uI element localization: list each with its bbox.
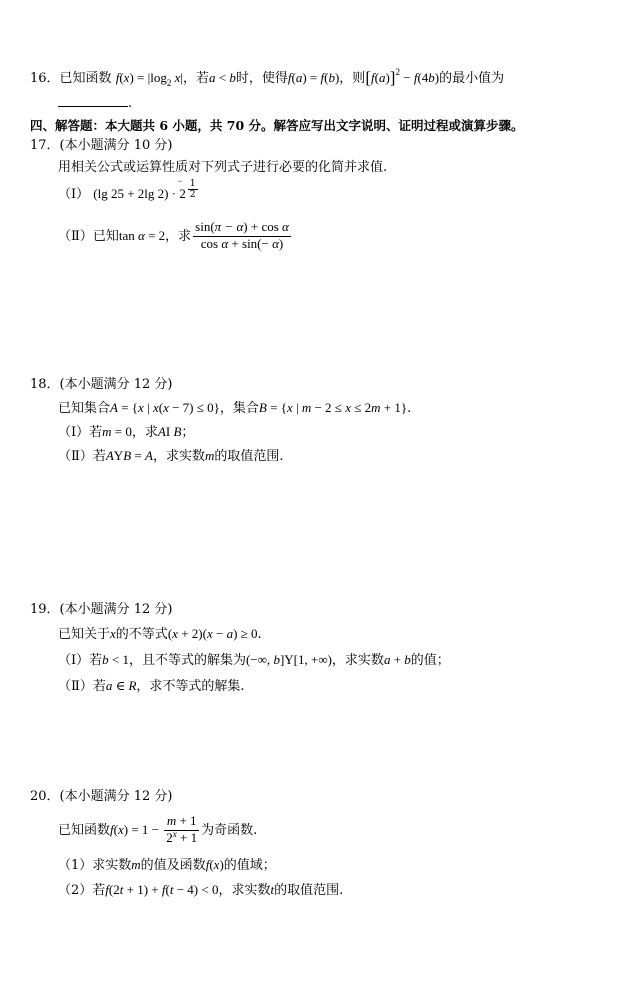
question-18-part2: （Ⅱ）若AYB = A，求实数m的取值范围.: [58, 448, 284, 464]
question-19-header: 19．(本小题满分 12 分): [30, 602, 173, 617]
question-18-header: 18．(本小题满分 12 分): [30, 377, 173, 392]
text: ，求: [131, 425, 158, 440]
formula: f: [115, 70, 120, 85]
question-number: 16．: [30, 71, 60, 86]
text: 的取值范围.: [214, 449, 284, 464]
text: .: [407, 401, 412, 416]
text: （Ⅱ）若: [58, 679, 106, 694]
text: （2）若: [58, 883, 106, 898]
text: ，且不等式的解集为: [128, 653, 246, 668]
text: ，则: [339, 71, 366, 86]
question-18-statement: 已知集合A = {x | x(x − 7) ≤ 0}，集合B = {x | m − 2 ≤ x ≤ 2m + 1}.: [58, 400, 412, 416]
text: ，求实数: [218, 883, 271, 898]
text: （1）求实数: [58, 858, 132, 873]
text: .: [257, 627, 262, 642]
text: （Ⅱ）若: [58, 449, 106, 464]
question-17-header: 17．(本小题满分 10 分): [30, 138, 173, 153]
question-19-part2: （Ⅱ）若a ∈ R，求不等式的解集.: [58, 678, 245, 694]
question-17-intro: 用相关公式或运算性质对下列式子进行必要的化简并求值.: [58, 160, 388, 175]
text: 的值及函数: [140, 858, 206, 873]
question-18-part1: （Ⅰ）若m = 0，求AI B；: [58, 424, 195, 440]
text: ，求实数: [331, 653, 384, 668]
text: ；: [181, 425, 195, 440]
section-heading: 四、解答题：本大题共 6 小题，共 70 分。解答应写出文字说明、证明过程或演算步骤。: [30, 118, 524, 133]
text: 的最小值为: [439, 71, 505, 86]
text: 已知函数: [58, 822, 111, 838]
text: 的值；: [410, 653, 450, 668]
question-20-part1: （1）求实数m的值及函数f(x)的值域；: [58, 857, 276, 873]
question-16-answer-blank: [58, 96, 132, 112]
text: （Ⅰ）若: [58, 653, 103, 668]
text: ，求不等式的解集.: [136, 679, 245, 694]
question-20-statement: 已知函数f(x) = 1 − $\frac{m + 1}{2^x + 1}$ 为奇函数.: [58, 813, 258, 845]
text: （Ⅰ）若: [58, 425, 103, 440]
text: ，求实数: [152, 449, 205, 464]
text: 的不等式: [115, 627, 168, 642]
question-17-part2: （Ⅱ）已知tan α = 2，求 $\frac{\text{sin(π − α) + cos α}}{\text{cos α + sin(− α)}}$: [58, 219, 289, 251]
text: ，求: [165, 228, 192, 244]
text: 为奇函数.: [201, 822, 258, 838]
question-19-statement: 已知关于x的不等式(x + 2)(x − a) ≥ 0.: [58, 626, 262, 642]
answer-blank: [58, 96, 128, 107]
question-17-part1: （Ⅰ） (lg 25 + 2lg 2) · 2 $^{\frac{1}{2}}$ −: [58, 176, 196, 202]
text: 的取值范围.: [274, 883, 344, 898]
text: ，若: [182, 71, 209, 86]
text: （Ⅱ）已知: [58, 228, 119, 244]
question-20-header: 20．(本小题满分 12 分): [30, 789, 173, 804]
text: ，集合: [219, 401, 259, 416]
text: .: [128, 96, 133, 111]
question-16-line1: 16．已知函数 $f(x) = |\log_2$ x|，若a < b时，使得f(a) = f(b)，则$[f(a)]^2 - f(4b)$的最小值为: [30, 67, 505, 88]
text: 已知集合: [58, 401, 111, 416]
question-19-part1: （Ⅰ）若b < 1，且不等式的解集为(−∞, b]Y[1, +∞)，求实数a + b的值；: [58, 652, 450, 668]
text: 已知函数: [59, 71, 112, 86]
question-20-part2: （2）若f(2t + 1) + f(t − 4) < 0，求实数t的取值范围.: [58, 882, 344, 898]
text: 已知关于: [58, 627, 111, 642]
text: 的值域；: [223, 858, 276, 873]
text: 时，使得: [235, 71, 288, 86]
text: （Ⅰ）: [58, 187, 90, 202]
